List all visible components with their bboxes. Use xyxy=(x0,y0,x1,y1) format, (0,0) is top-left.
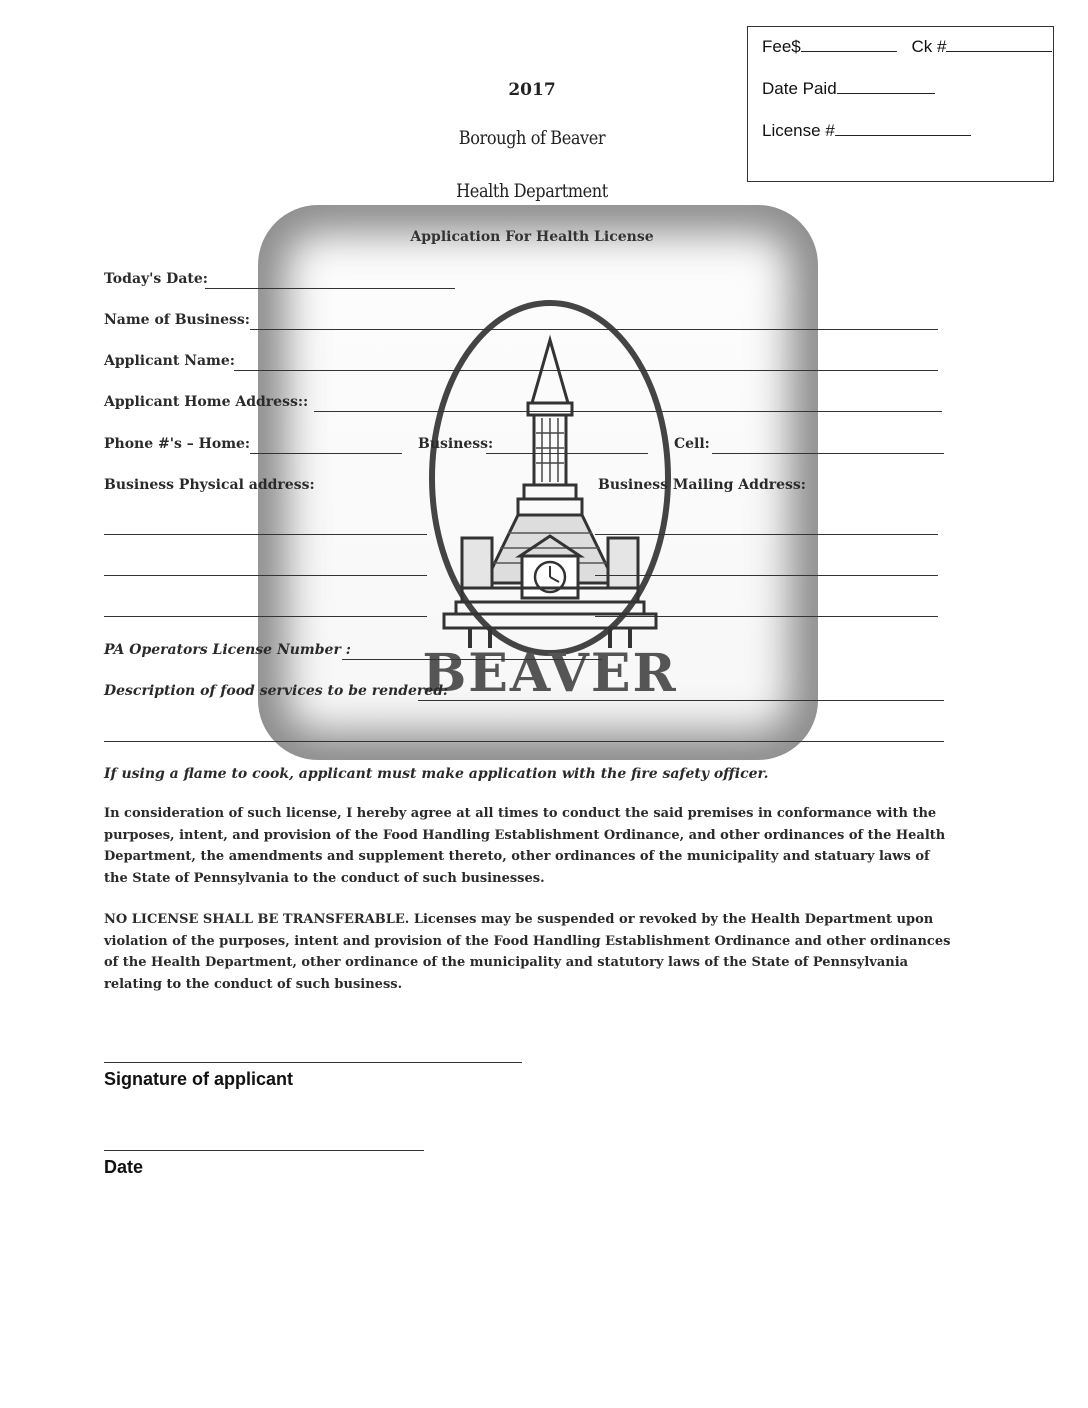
business-physical-address-label: Business Physical address: xyxy=(104,477,315,493)
office-use-box xyxy=(747,26,1054,182)
phone-cell-field[interactable] xyxy=(712,453,944,454)
mailing-address-line-3[interactable] xyxy=(595,616,938,617)
applicant-home-address-label: Applicant Home Address:: xyxy=(104,394,309,410)
date-line[interactable] xyxy=(104,1150,424,1151)
check-number-field[interactable] xyxy=(946,37,1052,52)
department-name: Health Department xyxy=(456,180,608,202)
food-services-description-field[interactable] xyxy=(418,700,944,701)
borough-name: Borough of Beaver xyxy=(458,127,606,149)
todays-date-field[interactable] xyxy=(205,288,455,289)
transferability-paragraph: NO LICENSE SHALL BE TRANSFERABLE. Licenses may be suspended or revoked by the Health Department upon violation of the purposes, intent and provision of the Food Handling Establishment Ordinance and other ordinances of the Health Department, other ordinance of the municipality and statutory laws of the State of Pennsylvania relating to the conduct of such business. xyxy=(104,912,951,992)
physical-address-line-3[interactable] xyxy=(104,616,427,617)
borough-seal-logo xyxy=(400,298,700,718)
form-title: Application For Health License xyxy=(410,229,654,245)
pa-operators-license-field[interactable] xyxy=(342,659,602,660)
phone-home-field[interactable] xyxy=(250,453,402,454)
mailing-address-line-1[interactable] xyxy=(595,534,938,535)
seal-text: BEAVER xyxy=(422,643,678,704)
check-number-label: Ck # xyxy=(911,37,947,56)
todays-date-label: Today's Date: xyxy=(104,271,208,287)
signature-line[interactable] xyxy=(104,1062,522,1063)
signature-label: Signature of applicant xyxy=(104,1069,294,1089)
phone-home-label: Phone #'s – Home: xyxy=(104,436,251,452)
food-services-description-line-2[interactable] xyxy=(104,741,944,742)
business-name-field[interactable] xyxy=(250,329,938,330)
phone-cell-label: Cell: xyxy=(674,436,710,452)
physical-address-line-2[interactable] xyxy=(104,575,427,576)
date-label: Date xyxy=(104,1157,144,1177)
physical-address-line-1[interactable] xyxy=(104,534,427,535)
applicant-name-label: Applicant Name: xyxy=(104,353,235,369)
applicant-name-field[interactable] xyxy=(234,370,938,371)
mailing-address-line-2[interactable] xyxy=(595,575,938,576)
business-mailing-address-label: Business Mailing Address: xyxy=(598,477,806,493)
fee-check-row xyxy=(762,37,1052,57)
business-name-label: Name of Business: xyxy=(104,312,250,328)
food-services-description-label: Description of food services to be rendered: xyxy=(104,683,449,699)
date-paid-label: Date Paid xyxy=(762,79,837,98)
phone-business-field[interactable] xyxy=(486,453,648,454)
phone-business-label: Business: xyxy=(418,436,494,452)
agreement-paragraph: In consideration of such license, I hereby agree at all times to conduct the said premises in conformance with the purposes, intent, and provision of the Food Handling Establishment Ordinance, and other ordinances of the Health Department, the amendments and supplement thereto, other ordinances of the municipality and statuary laws of the State of Pennsylvania to the conduct of such businesses. xyxy=(104,806,946,886)
form-year: 2017 xyxy=(508,80,556,100)
fee-field[interactable] xyxy=(801,37,897,52)
license-number-label: License # xyxy=(762,121,835,140)
applicant-home-address-field[interactable] xyxy=(314,411,942,412)
flame-notice: If using a flame to cook, applicant must make application with the fire safety officer. xyxy=(104,766,769,782)
pa-operators-license-label: PA Operators License Number : xyxy=(104,642,351,658)
fee-label: Fee$ xyxy=(762,37,801,56)
